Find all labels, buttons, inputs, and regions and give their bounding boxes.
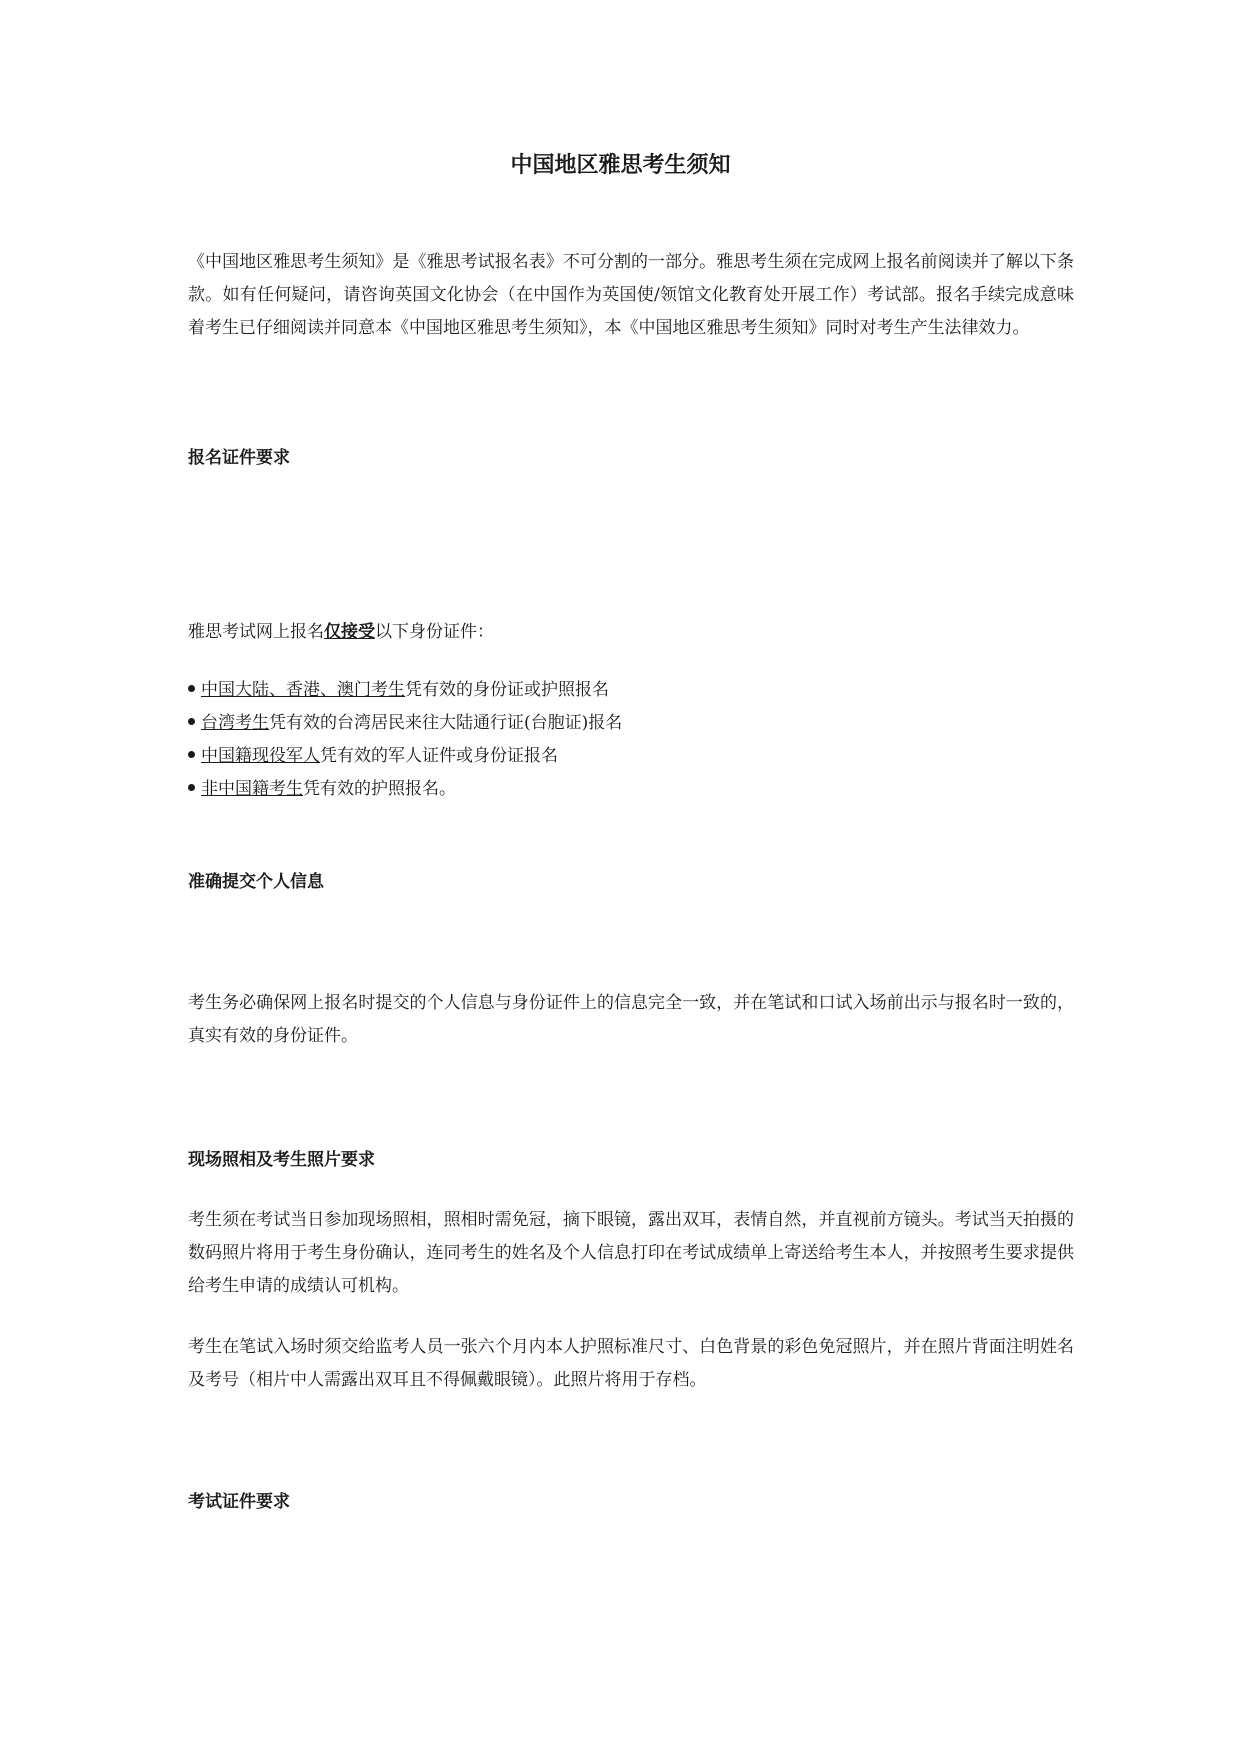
personal-info-body-block [188,987,1074,1053]
list-item [188,773,1074,806]
id-requirements-heading-block [188,444,1074,472]
bullet-icon [188,784,195,791]
bullet-icon [188,751,195,758]
document-title: 中国地区雅思考生须知 [510,153,731,178]
id-requirements-heading: 报名证件要求 [188,448,290,468]
exam-docs-heading: 考试证件要求 [188,1492,290,1512]
list-item-group: 中国大陆、香港、澳门考生 [201,680,405,700]
lead-text-after: 以下身份证件： [375,622,494,642]
list-item-text: 凭有效的护照报名。 [303,779,456,799]
list-item-group: 非中国籍考生 [201,779,303,799]
photo-body1-block [188,1204,1074,1303]
intro-paragraph: 《中国地区雅思考生须知》是《雅思考试报名表》不可分割的一部分。雅思考生须在完成网上报名前阅读并了解以下条款。如有任何疑问，请咨询英国文化协会（在中国作为英国使/领馆文化教育处开展工作）考试部。报名手续完成意味着考生已仔细阅读并同意本《中国地区雅思考生须知》，本《中国地区雅思考生须知》同时对考生产生法律效力。 [188,252,1074,338]
list-item-group: 中国籍现役军人 [201,746,320,766]
personal-info-heading: 准确提交个人信息 [188,872,324,892]
bullet-icon [188,718,195,725]
lead-emphasis: 仅接受 [324,622,375,642]
id-requirements-list-block [188,674,1074,806]
id-requirements-lead-block [188,616,1074,649]
photo-heading-block [188,1146,1074,1174]
photo-paragraph-2: 考生在笔试入场时须交给监考人员一张六个月内本人护照标准尺寸、白色背景的彩色免冠照片，并在照片背面注明姓名及考号（相片中人需露出双耳且不得佩戴眼镜）。此照片将用于存档。 [188,1337,1074,1390]
photo-body2-block [188,1331,1074,1397]
list-item [188,740,1074,773]
list-item-group: 台湾考生 [201,713,269,733]
list-item [188,674,1074,707]
personal-info-paragraph: 考生务必确保网上报名时提交的个人信息与身份证件上的信息完全一致，并在笔试和口试入场前出示与报名时一致的，真实有效的身份证件。 [188,993,1074,1046]
intro-block [188,246,1074,345]
list-item-text: 凭有效的军人证件或身份证报名 [320,746,558,766]
personal-info-heading-block [188,868,1074,896]
list-item [188,707,1074,740]
id-requirements-lead [188,616,1074,649]
list-item-text: 凭有效的身份证或护照报名 [405,680,609,700]
id-requirements-list [188,674,1074,806]
exam-docs-heading-block [188,1488,1074,1516]
list-item-text: 凭有效的台湾居民来往大陆通行证(台胞证)报名 [269,713,623,733]
photo-heading: 现场照相及考生照片要求 [188,1150,375,1170]
photo-paragraph-1: 考生须在考试当日参加现场照相，照相时需免冠，摘下眼镜，露出双耳，表情自然，并直视前方镜头。考试当天拍摄的数码照片将用于考生身份确认，连同考生的姓名及个人信息打印在考试成绩单上寄送给考生本人，并按照考生要求提供给考生申请的成绩认可机构。 [188,1210,1074,1296]
lead-text-before: 雅思考试网上报名 [188,622,324,642]
bullet-icon [188,685,195,692]
